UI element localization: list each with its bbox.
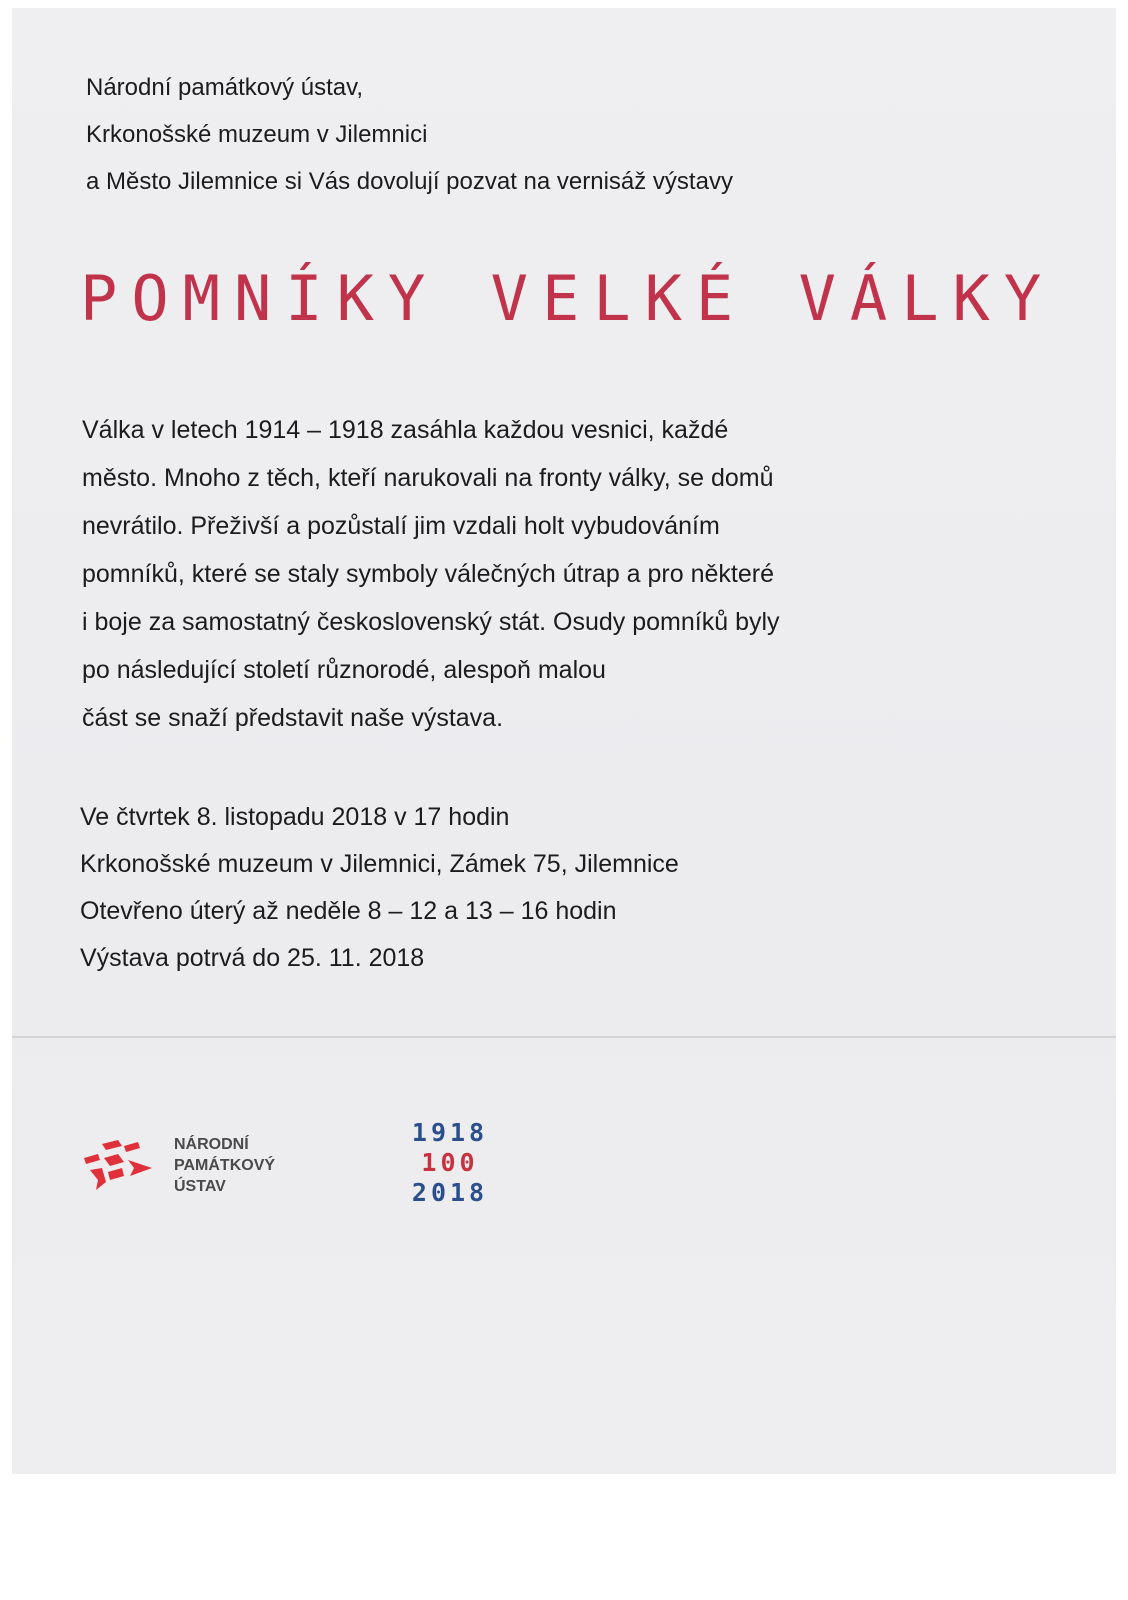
opening-hours: Otevřeno úterý až neděle 8 – 12 a 13 – 16 hodin xyxy=(80,897,617,925)
intro-line: a Město Jilemnice si Vás dovolují pozvat na vernisáž výstavy xyxy=(86,168,733,195)
description-line: pomníků, které se staly symboly válečných útrap a pro některé xyxy=(82,560,774,588)
exhibition-end: Výstava potrvá do 25. 11. 2018 xyxy=(80,944,425,972)
intro-line: Krkonošské muzeum v Jilemnici xyxy=(86,121,428,148)
intro-line: Národní památkový ústav, xyxy=(86,74,364,101)
description-line: nevrátilo. Přeživší a pozůstalí jim vzdali holt vybudováním xyxy=(82,512,720,540)
npu-logo-icon xyxy=(80,1138,160,1194)
event-date: Ve čtvrtek 8. listopadu 2018 v 17 hodin xyxy=(80,803,510,831)
description-line: část se snaží představit naše výstava. xyxy=(82,704,504,732)
description-line: Válka v letech 1914 – 1918 zasáhla každou vesnici, každé xyxy=(82,416,729,444)
description-line: i boje za samostatný československý stát. Osudy pomníků byly xyxy=(82,608,780,636)
exhibition-title: POMNÍKY VELKÉ VÁLKY xyxy=(80,262,1056,335)
fold-line xyxy=(12,1036,1116,1038)
npu-logo-line: PAMÁTKOVÝ xyxy=(174,1157,276,1174)
npu-logo-line: ÚSTAV xyxy=(174,1178,226,1195)
centenary-logo xyxy=(398,1118,502,1208)
event-info xyxy=(80,794,1040,982)
npu-logo-line: NÁRODNÍ xyxy=(174,1136,249,1153)
centenary-hundred: 100 xyxy=(421,1148,479,1177)
intro-block xyxy=(86,64,1046,205)
centenary-year-start: 1918 xyxy=(411,1118,489,1147)
description-line: po následující století různorodé, alespoň malou xyxy=(82,656,606,684)
npu-logo-text xyxy=(174,1134,275,1197)
centenary-year-end: 2018 xyxy=(411,1178,489,1207)
description-line: město. Mnoho z těch, kteří narukovali na fronty války, se domů xyxy=(82,464,774,492)
event-place: Krkonošské muzeum v Jilemnici, Zámek 75, Jilemnice xyxy=(80,850,679,878)
description-paragraph xyxy=(82,406,1042,742)
